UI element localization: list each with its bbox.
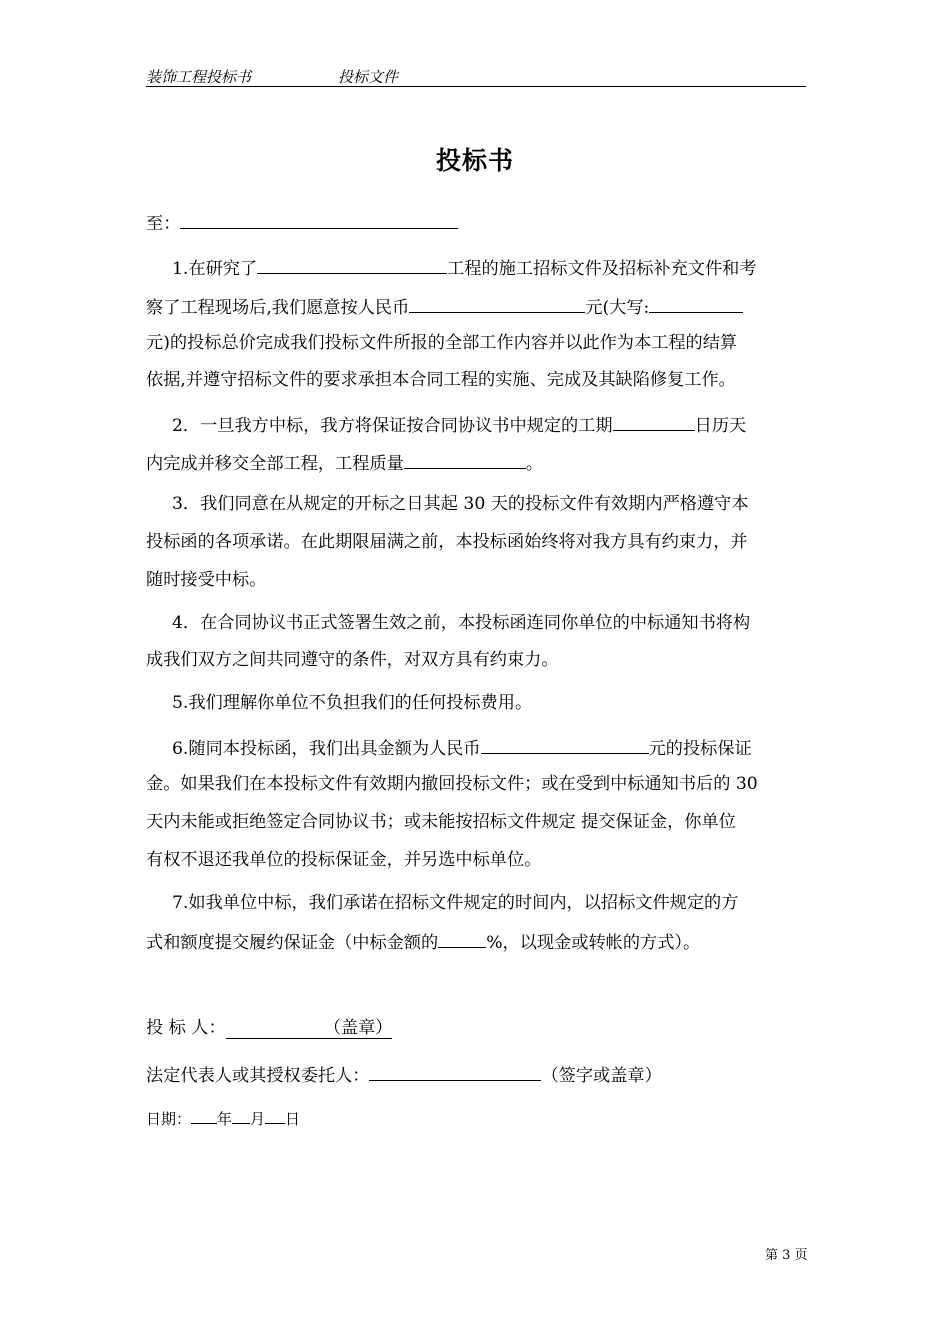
year-label: 年 <box>217 1110 233 1128</box>
p1-text-d: 元(大写: <box>585 298 650 318</box>
p3-line3: 随时接受中标。 <box>146 570 267 590</box>
date-label: 日期： <box>146 1110 192 1128</box>
p1-text-b: 工程的施工招标文件及招标补充文件和考 <box>447 259 757 279</box>
p6-text-b: 元的投标保证 <box>648 739 752 759</box>
p1-text-a: 1.在研究了 <box>172 259 258 279</box>
year-blank[interactable] <box>191 1109 217 1124</box>
bidder-seal-label: （盖章） <box>323 1018 393 1038</box>
to-label: 至： <box>146 214 181 234</box>
p6-line4: 有权不退还我单位的投标保证金，并另选中标单位。 <box>146 850 542 870</box>
representative-blank[interactable] <box>369 1064 541 1081</box>
p2-text-d: 。 <box>525 454 544 474</box>
to-line <box>146 212 458 234</box>
p4-line2: 成我们双方之间共同遵守的条件，对双方具有约束力。 <box>146 650 559 670</box>
p1-line1 <box>172 257 757 279</box>
page-number: 第 3 页 <box>765 1248 808 1263</box>
p7-text-c: %，以现金或转帐的方式）。 <box>486 933 701 953</box>
recipient-blank[interactable] <box>180 212 458 229</box>
bond-amount-blank[interactable] <box>481 737 649 754</box>
page-header <box>146 64 806 87</box>
page-title: 投标书 <box>435 146 514 175</box>
p5-line1: 5.我们理解你单位不负担我们的任何投标费用。 <box>172 693 533 713</box>
day-blank[interactable] <box>265 1109 285 1124</box>
representative-note: （签字或盖章） <box>541 1066 662 1086</box>
bidder-line <box>146 1018 392 1039</box>
p7-line2 <box>146 931 700 953</box>
bid-amount-words-blank[interactable] <box>649 296 743 313</box>
p6-text-a: 6.随同本投标函，我们出具金额为人民币 <box>172 739 481 759</box>
percentage-blank[interactable] <box>438 931 486 948</box>
p1-text-c: 察了工程现场后,我们愿意按人民币 <box>146 298 410 318</box>
p6-line2: 金。如果我们在本投标文件有效期内撤回投标文件；或在受到中标通知书后的 30 <box>146 774 758 794</box>
duration-blank[interactable] <box>613 414 695 431</box>
p3-line1: 3．我们同意在从规定的开标之日其起 30 天的投标文件有效期内严格遵守本 <box>172 494 749 514</box>
p4-line1: 4．在合同协议书正式签署生效之前，本投标函连同你单位的中标通知书将构 <box>172 613 751 633</box>
p2-text-b: 日历天 <box>694 416 747 436</box>
p2-line2 <box>146 452 543 474</box>
p6-line3: 天内未能或拒绝签定合同协议书；或未能按招标文件规定 提交保证金，你单位 <box>146 812 736 832</box>
month-blank[interactable] <box>232 1109 250 1124</box>
p6-line1 <box>172 737 752 759</box>
bid-amount-blank[interactable] <box>409 296 585 313</box>
representative-line <box>146 1064 662 1086</box>
bidder-label: 投 标 人： <box>146 1018 226 1038</box>
header-doc-title: 装饰工程投标书 <box>146 68 252 86</box>
p3-line2: 投标函的各项承诺。在此期限届满之前，本投标函始终将对我方具有约束力，并 <box>146 532 748 552</box>
p2-text-a: 2．一旦我方中标，我方将保证按合同协议书中规定的工期 <box>172 416 613 436</box>
quality-blank[interactable] <box>404 452 526 469</box>
p7-text-b: 式和额度提交履约保证金（中标金额的 <box>146 933 439 953</box>
representative-label: 法定代表人或其授权委托人： <box>146 1066 370 1086</box>
p2-text-c: 内完成并移交全部工程，工程质量 <box>146 454 404 474</box>
month-label: 月 <box>250 1110 266 1128</box>
project-name-blank[interactable] <box>257 257 447 274</box>
p2-line1 <box>172 414 746 436</box>
p1-line2 <box>146 296 743 318</box>
bidder-blank[interactable] <box>226 1018 393 1039</box>
p1-line3: 元)的投标总价完成我们投标文件所报的全部工作内容并以此作为本工程的结算 <box>146 333 738 353</box>
day-label: 日 <box>285 1110 301 1128</box>
date-line <box>146 1109 300 1129</box>
p1-line4: 依据,并遵守招标文件的要求承担本合同工程的实施、完成及其缺陷修复工作。 <box>146 370 736 390</box>
p7-line1: 7.如我单位中标，我们承诺在招标文件规定的时间内，以招标文件规定的方 <box>172 893 739 913</box>
header-section: 投标文件 <box>338 68 399 86</box>
